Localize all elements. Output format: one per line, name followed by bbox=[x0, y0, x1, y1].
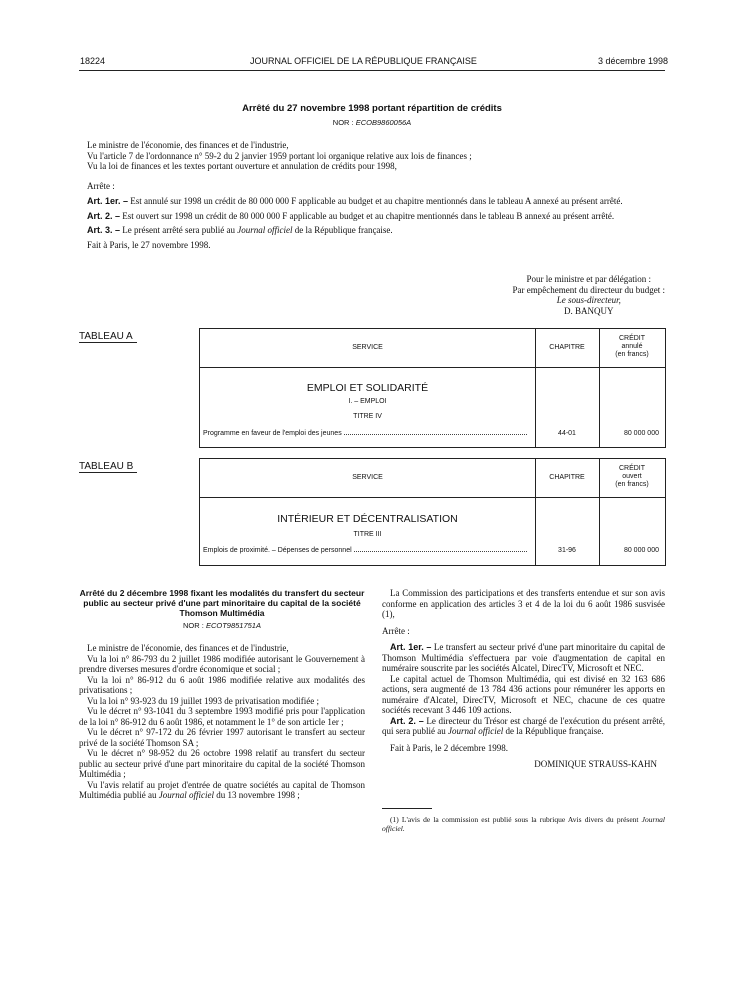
decree2-left-column bbox=[79, 588, 365, 801]
header-rule bbox=[79, 70, 665, 71]
table-row bbox=[203, 430, 529, 437]
header-date: 3 décembre 1998 bbox=[598, 56, 669, 66]
dot-leader bbox=[344, 434, 527, 435]
decree1-signature-block bbox=[513, 274, 665, 316]
visa-8-after: du 13 novembre 1998 ; bbox=[216, 790, 300, 800]
art1-label: Art. 1er. – bbox=[87, 196, 129, 206]
titre-name: TITRE IV bbox=[353, 413, 382, 420]
art3-text-after: de la République française. bbox=[294, 225, 393, 235]
visa-2: Vu l'article 7 de l'ordonnance n° 59-2 du 2 janvier 1959 portant loi organique relative aux lois de finances ; bbox=[87, 150, 472, 161]
tableau-b-label: TABLEAU B bbox=[79, 461, 137, 473]
footnote-before: (1) L'avis de la commission est publié sous la rubrique Avis divers du présent bbox=[390, 815, 639, 824]
visa-4: Vu la loi n° 93-923 du 19 juillet 1993 de privatisation modifiée ; bbox=[87, 695, 320, 706]
art3-label: Art. 3. – bbox=[87, 225, 121, 235]
decree2-art2 bbox=[382, 716, 665, 737]
decree1-title: Arrêté du 27 novembre 1998 portant répartition de crédits bbox=[242, 103, 502, 114]
decree1-art2 bbox=[79, 211, 665, 222]
ministry-name: INTÉRIEUR ET DÉCENTRALISATION bbox=[277, 513, 458, 525]
credit-line-1: CRÉDIT bbox=[618, 335, 646, 342]
decree1-done: Fait à Paris, le 27 novembre 1998. bbox=[87, 239, 211, 250]
nor-label: NOR : bbox=[183, 621, 204, 630]
col-header-chapitre: CHAPITRE bbox=[549, 344, 585, 351]
nor-code: ECOB9860056A bbox=[355, 118, 412, 127]
decree2-visas bbox=[79, 643, 365, 801]
table-row bbox=[203, 547, 529, 554]
col-header-chapitre: CHAPITRE bbox=[549, 474, 585, 481]
visa-8 bbox=[79, 780, 365, 801]
visa-3: Vu la loi n° 86-912 du 6 août 1986 modifiée relative aux modalités des privatisations ; bbox=[79, 674, 365, 695]
decree2-art1 bbox=[382, 642, 665, 674]
footnote bbox=[382, 815, 665, 833]
decree2-done: Fait à Paris, le 2 décembre 1998. bbox=[390, 742, 508, 753]
row-amount: 80 000 000 bbox=[623, 430, 659, 437]
art1-text: Le transfert au secteur privé d'une part minoritaire du capital de Thomson Multimédia s'effectuera par voie d'augmentation de capital en numéraire souscrite par les sociétés Alcatel, DirecTV, Microsoft et NEC. bbox=[382, 642, 665, 673]
art2-text-after: de la République française. bbox=[505, 726, 604, 736]
page-number: 18224 bbox=[80, 56, 106, 66]
table-header-rule bbox=[200, 367, 665, 368]
decree2-signature: DOMINIQUE STRAUSS-KAHN bbox=[534, 759, 657, 769]
footnote-journal: Journal officiel. bbox=[382, 815, 666, 833]
visa-8-journal: Journal officiel bbox=[158, 790, 214, 800]
visa-5: Vu le décret n° 93-1041 du 3 septembre 1993 modifié pris pour l'application de la loi n° 86-912 du 6 août 1986, et notamment le 1° de son article 1er ; bbox=[79, 706, 365, 727]
col-header-credit bbox=[599, 465, 665, 489]
tableau-a bbox=[199, 328, 666, 448]
art2-text: Est ouvert sur 1998 un crédit de 80 000 000 F applicable au budget et au chapitre mentionnés dans le tableau B annexé au présent arrêté. bbox=[122, 210, 615, 221]
row-chapitre: 31-96 bbox=[558, 547, 576, 554]
decree1-art1 bbox=[79, 196, 665, 207]
tableau-b bbox=[199, 458, 666, 566]
section-name: I. – EMPLOI bbox=[348, 398, 387, 405]
footnote-rule bbox=[382, 808, 432, 809]
art3-text-before: Le présent arrêté sera publié au bbox=[122, 225, 235, 235]
col-header-credit bbox=[599, 335, 665, 359]
commission-para: La Commission des participations et des transferts entendue et sur son avis conforme en application des articles 3 et 4 de la loi du 6 août 1986 susvisée (1), bbox=[382, 588, 665, 619]
visa-1: Le ministre de l'économie, des finances et de l'industrie, bbox=[87, 643, 289, 653]
decree1-body bbox=[79, 140, 665, 250]
credit-line-3: (en francs) bbox=[615, 351, 649, 358]
credit-line-2: ouvert bbox=[622, 473, 642, 480]
art2-journal: Journal officiel bbox=[447, 726, 504, 736]
decree2-arrete: Arrête : bbox=[382, 625, 410, 636]
titre-name: TITRE III bbox=[353, 531, 382, 538]
visa-1: Le ministre de l'économie, des finances et de l'industrie, bbox=[87, 140, 289, 150]
row-label: Programme en faveur de l'emploi des jeunes bbox=[203, 430, 342, 437]
table-header-rule bbox=[200, 497, 665, 498]
art2-text-before: Le directeur du Trésor est chargé de l'exécution du présent arrêté, qui sera publié au bbox=[382, 715, 666, 736]
visa-3: Vu la loi de finances et les textes portant ouverture et annulation de crédits pour 1998, bbox=[87, 161, 397, 171]
sign-line-3: Le sous-directeur, bbox=[556, 295, 621, 305]
visa-7: Vu le décret n° 98-952 du 26 octobre 1998 relatif au transfert du secteur public au secteur privé d'une part minoritaire du capital de la société Thomson Multimédia ; bbox=[79, 748, 365, 779]
credit-line-3: (en francs) bbox=[615, 481, 649, 488]
decree2-nor bbox=[79, 621, 365, 630]
row-chapitre: 44-01 bbox=[558, 430, 576, 437]
art1-text: Est annulé sur 1998 un crédit de 80 000 000 F applicable au budget et au chapitre mentionnés dans le tableau A annexé au présent arrêté. bbox=[130, 196, 623, 206]
decree2-right-column bbox=[382, 588, 665, 770]
col-header-service: SERVICE bbox=[352, 474, 383, 481]
visa-8-before: Vu l'avis relatif au projet d'entrée de quatre sociétés au capital de Thomson Multimédia publié au bbox=[79, 779, 365, 800]
visa-2: Vu la loi n° 86-793 du 2 juillet 1986 modifiée autorisant le Gouvernement à prendre diverses mesures d'ordre économique et social ; bbox=[79, 653, 365, 674]
row-label: Emplois de proximité. – Dépenses de personnel bbox=[203, 547, 352, 554]
art2-label: Art. 2. – bbox=[87, 210, 121, 221]
decree2-title: Arrêté du 2 décembre 1998 fixant les modalités du transfert du secteur public au secteur privé d'une part minoritaire du capital de la société Thomson Multimédia bbox=[79, 588, 365, 618]
decree1-art3 bbox=[79, 225, 665, 236]
capital-para: Le capital actuel de Thomson Multimédia, qui est divisé en 32 163 686 actions, sera augmenté de 13 784 436 actions pour rémunérer les apports en numéraire d'Alcatel, DirecTV, Microsoft et NEC, chacune de ces quatre sociétés recevant 3 446 109 actions. bbox=[382, 673, 665, 715]
nor-label: NOR : bbox=[332, 118, 354, 127]
nor-code: ECOT9851751A bbox=[205, 621, 261, 630]
decree1-arrete: Arrête : bbox=[87, 180, 115, 191]
row-amount: 80 000 000 bbox=[623, 547, 659, 554]
col-header-service: SERVICE bbox=[352, 344, 383, 351]
credit-line-2: annulé bbox=[621, 343, 643, 350]
art1-label: Art. 1er. – bbox=[390, 642, 432, 652]
visa-6: Vu le décret n° 97-172 du 26 février 1997 autorisant le transfert au secteur privé de la société Thomson SA ; bbox=[79, 727, 365, 748]
decree1-nor bbox=[79, 118, 665, 127]
sign-line-2: Par empêchement du directeur du budget : bbox=[512, 284, 665, 295]
ministry-name: EMPLOI ET SOLIDARITÉ bbox=[306, 382, 429, 394]
dot-leader bbox=[354, 551, 527, 552]
tableau-a-label: TABLEAU A bbox=[79, 331, 137, 343]
sign-line-1: Pour le ministre et par délégation : bbox=[526, 274, 651, 284]
credit-line-1: CRÉDIT bbox=[618, 465, 646, 472]
art2-label: Art. 2. – bbox=[390, 715, 424, 726]
art3-journal: Journal officiel bbox=[237, 225, 293, 235]
sign-line-4: D. BANQUY bbox=[564, 305, 614, 316]
journal-title: JOURNAL OFFICIEL DE LA RÉPUBLIQUE FRANÇAISE bbox=[250, 56, 477, 66]
